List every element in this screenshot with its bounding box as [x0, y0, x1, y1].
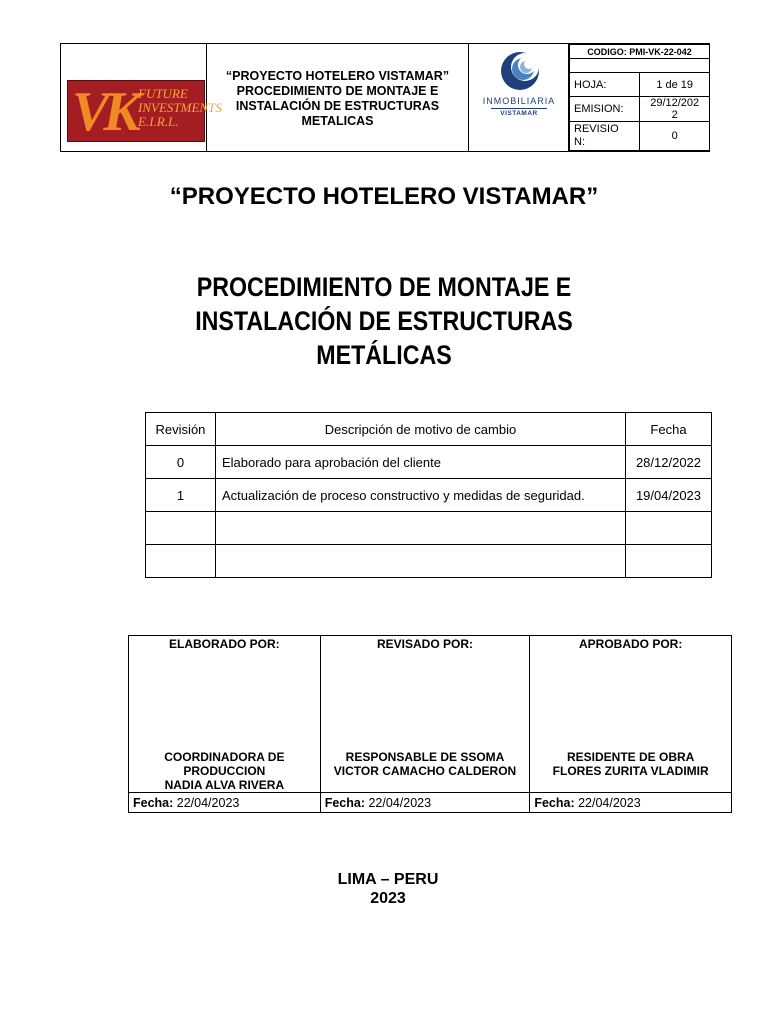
column-header: Revisión	[146, 413, 216, 446]
elaborado-name-line: COORDINADORA DE	[164, 750, 285, 764]
meta-row	[570, 73, 710, 97]
emision-value	[640, 97, 710, 122]
header-title-line: INSTALACIÓN DE ESTRUCTURAS	[235, 99, 440, 113]
vk-logo-text-line: E.I.R.L.	[138, 114, 179, 129]
aprobado-name-line: FLORES ZURITA VLADIMIR	[552, 764, 709, 778]
brand-logo-cell	[469, 44, 569, 151]
approval-signature-row	[129, 636, 732, 793]
header-title-line: “PROYECTO HOTELERO VISTAMAR”	[225, 69, 450, 83]
vk-logo-letters: VK	[72, 81, 135, 143]
table-cell: 0	[146, 446, 216, 479]
table-row	[146, 446, 712, 479]
table-cell: 1	[146, 479, 216, 512]
revisado-label: REVISADO POR:	[377, 637, 474, 651]
table-header-row	[146, 413, 712, 446]
company-logo-cell	[61, 44, 222, 151]
table-cell: 19/04/2023	[626, 479, 712, 512]
revision-label-line: REVISIO	[574, 123, 619, 135]
elaborado-name-line: NADIA ALVA RIVERA	[164, 778, 285, 792]
aprobado-name	[534, 750, 727, 778]
elaborado-name	[133, 750, 316, 792]
brand-divider	[491, 108, 547, 109]
table-cell: Actualización de proceso constructivo y medidas de seguridad.	[215, 479, 625, 512]
page-subtitle-line: INSTALACIÓN DE ESTRUCTURAS	[195, 306, 573, 336]
meta-blank-cell	[570, 59, 710, 73]
table-row	[146, 545, 712, 578]
aprobado-date-cell	[530, 793, 732, 813]
meta-row	[570, 59, 710, 73]
revision-label	[570, 122, 640, 151]
elaborado-date: 22/04/2023	[176, 795, 240, 810]
header-title-line: PROCEDIMIENTO DE MONTAJE E	[236, 84, 439, 98]
emision-label: EMISION:	[570, 97, 640, 122]
elaborado-name-line: PRODUCCION	[183, 764, 266, 778]
approval-table	[128, 635, 732, 813]
revisado-name	[325, 750, 526, 778]
header-title-line: METALICAS	[301, 114, 374, 128]
meta-row	[570, 45, 710, 59]
elaborado-date-cell	[129, 793, 321, 813]
vk-logo	[67, 80, 222, 143]
approval-date-row	[129, 793, 732, 813]
footer-year: 2023	[370, 890, 406, 907]
elaborado-cell	[129, 636, 321, 793]
column-header: Fecha	[626, 413, 712, 446]
page-subtitle	[174, 270, 594, 372]
emision-value-line: 2	[671, 109, 678, 121]
table-cell	[215, 545, 625, 578]
table-cell: 28/12/2022	[626, 446, 712, 479]
page-subtitle-line: PROCEDIMIENTO DE MONTAJE E	[196, 272, 572, 302]
wave-logo-icon	[499, 50, 541, 92]
hoja-value: 1 de 19	[640, 73, 710, 97]
table-cell: Elaborado para aprobación del cliente	[215, 446, 625, 479]
footer-place: LIMA – PERU	[337, 871, 439, 888]
revision-table	[145, 412, 712, 578]
vk-logo-text-line: FUTURE	[138, 86, 188, 101]
table-cell	[626, 545, 712, 578]
emision-value-line: 29/12/202	[650, 97, 700, 109]
brand-name: INMOBILIARIA	[482, 96, 556, 106]
vk-logo-text-line: INVESTMENTS	[138, 100, 222, 115]
elaborado-label: ELABORADO POR:	[169, 637, 280, 651]
fecha-label: Fecha:	[133, 795, 174, 810]
meta-table	[569, 44, 710, 151]
revision-value: 0	[640, 122, 710, 151]
column-header: Descripción de motivo de cambio	[215, 413, 625, 446]
aprobado-label: APROBADO POR:	[578, 637, 683, 651]
revisado-date: 22/04/2023	[368, 795, 432, 810]
revisado-name-line: VICTOR CAMACHO CALDERON	[333, 764, 517, 778]
revisado-name-line: RESPONSABLE DE SSOMA	[345, 750, 505, 764]
header-title-cell	[207, 44, 469, 151]
table-cell	[146, 545, 216, 578]
brand-subname: VISTAMAR	[500, 110, 538, 117]
document-footer	[0, 870, 768, 908]
document-code: CODIGO: PMI-VK-22-042	[570, 45, 710, 59]
fecha-label: Fecha:	[324, 795, 365, 810]
document-meta	[569, 44, 710, 151]
table-cell	[626, 512, 712, 545]
page-subtitle-line: METÁLICAS	[316, 340, 452, 370]
table-cell	[146, 512, 216, 545]
document-header	[60, 43, 710, 152]
aprobado-name-line: RESIDENTE DE OBRA	[566, 750, 695, 764]
fecha-label: Fecha:	[534, 795, 575, 810]
meta-row	[570, 122, 710, 151]
table-row	[146, 479, 712, 512]
table-row	[146, 512, 712, 545]
table-cell	[215, 512, 625, 545]
revisado-date-cell	[320, 793, 530, 813]
page-title: “PROYECTO HOTELERO VISTAMAR”	[169, 183, 599, 210]
hoja-label: HOJA:	[570, 73, 640, 97]
meta-row	[570, 97, 710, 122]
revisado-cell	[320, 636, 530, 793]
aprobado-date: 22/04/2023	[578, 795, 641, 810]
revision-label-line: N:	[574, 136, 585, 148]
aprobado-cell	[530, 636, 732, 793]
